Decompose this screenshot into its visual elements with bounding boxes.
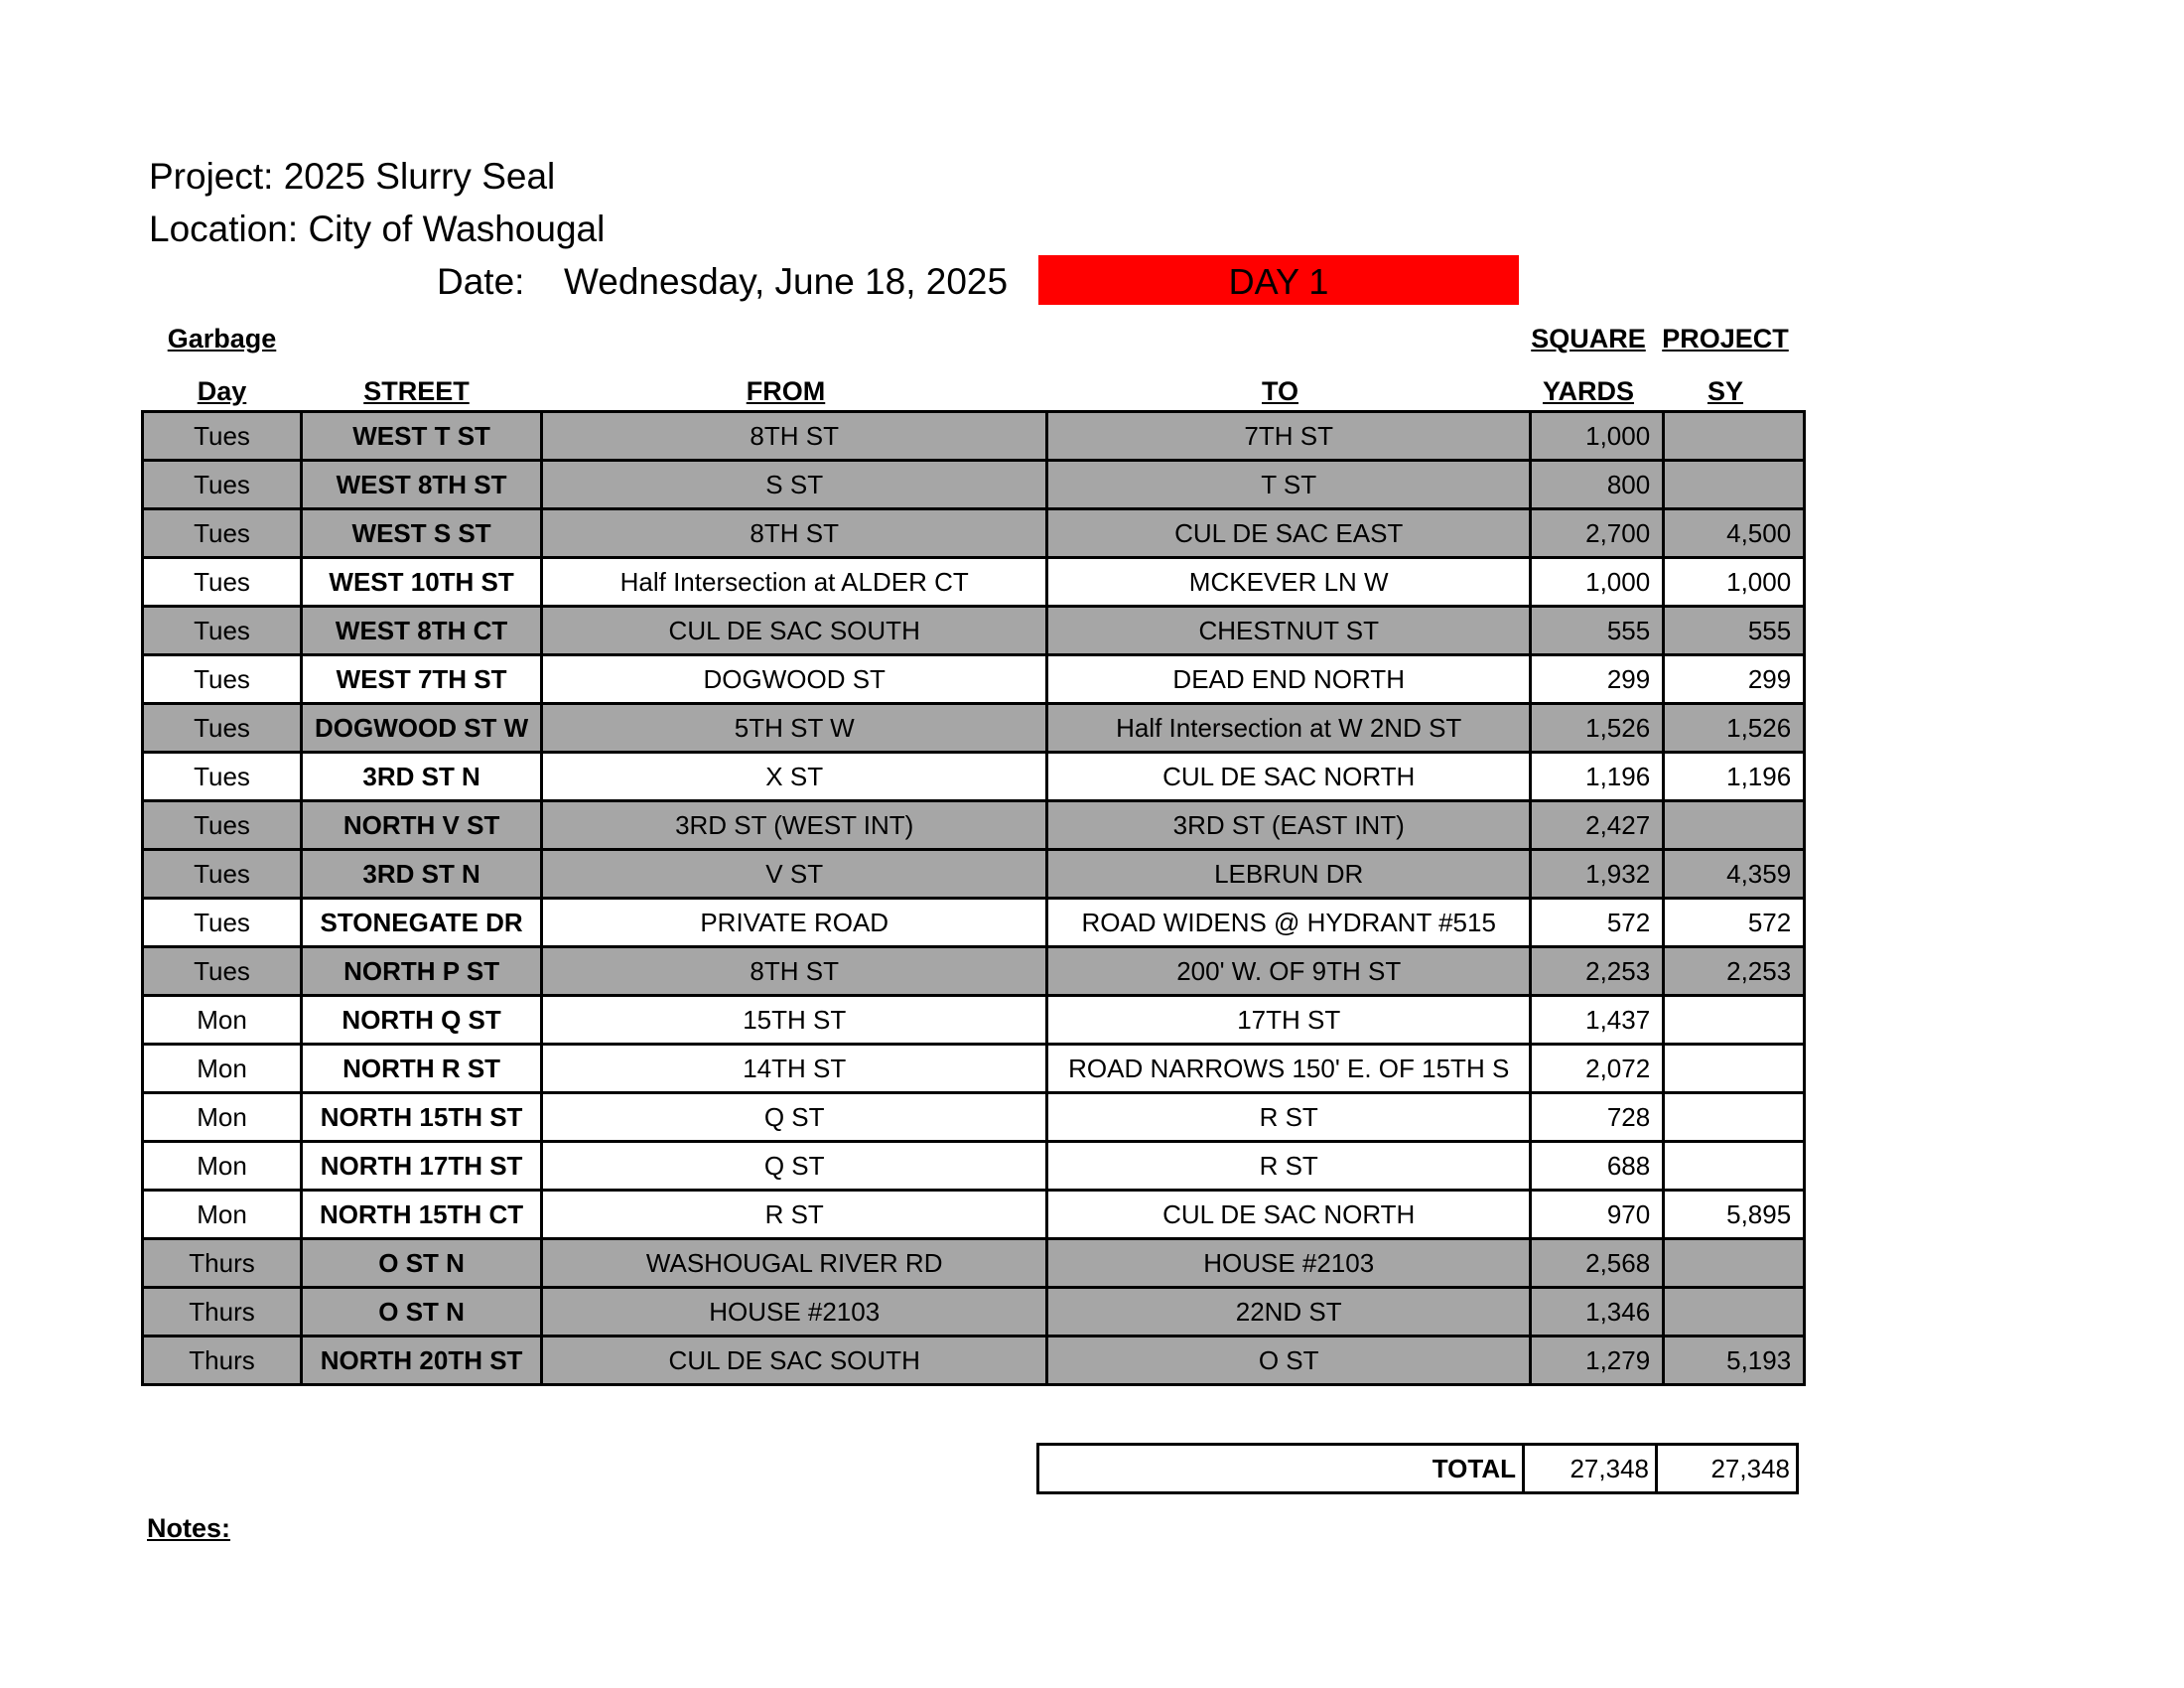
day-cell: Thurs	[143, 1239, 302, 1288]
col-header-garbage: Garbage	[167, 324, 277, 353]
table-row	[143, 1045, 1805, 1093]
project-sy-cell: 2,253	[1664, 947, 1805, 996]
square-yards-cell: 2,072	[1531, 1045, 1664, 1093]
location-label: Location: City of Washougal	[149, 209, 606, 249]
to-cell: CUL DE SAC NORTH	[1047, 753, 1531, 801]
total-label: TOTAL	[1038, 1445, 1524, 1493]
square-yards-cell: 1,279	[1531, 1336, 1664, 1385]
table-row	[143, 558, 1805, 607]
square-yards-cell: 2,253	[1531, 947, 1664, 996]
to-cell: T ST	[1047, 461, 1531, 509]
to-cell: R ST	[1047, 1142, 1531, 1191]
street-cell: NORTH Q ST	[302, 996, 542, 1045]
table-row	[143, 1093, 1805, 1142]
table-row	[143, 655, 1805, 704]
to-cell: ROAD WIDENS @ HYDRANT #515	[1047, 899, 1531, 947]
to-cell: 7TH ST	[1047, 412, 1531, 461]
street-cell: WEST 8TH ST	[302, 461, 542, 509]
col-header-to: TO	[1261, 376, 1298, 406]
from-cell: 5TH ST W	[542, 704, 1047, 753]
project-sy-cell	[1664, 801, 1805, 850]
street-cell: NORTH 15TH CT	[302, 1191, 542, 1239]
street-cell: DOGWOOD ST W	[302, 704, 542, 753]
date-value: Wednesday, June 18, 2025	[564, 261, 1009, 302]
table-row	[143, 607, 1805, 655]
col-header-day: Day	[197, 376, 247, 406]
day-cell: Tues	[143, 947, 302, 996]
col-header-yards: YARDS	[1542, 376, 1635, 406]
to-cell: 17TH ST	[1047, 996, 1531, 1045]
street-cell: 3RD ST N	[302, 850, 542, 899]
from-cell: 8TH ST	[542, 947, 1047, 996]
from-cell: Half Intersection at ALDER CT	[542, 558, 1047, 607]
square-yards-cell: 2,700	[1531, 509, 1664, 558]
day-cell: Thurs	[143, 1336, 302, 1385]
table-row	[143, 850, 1805, 899]
day-cell: Tues	[143, 753, 302, 801]
to-cell: DEAD END NORTH	[1047, 655, 1531, 704]
day-cell: Mon	[143, 996, 302, 1045]
notes-label: Notes:	[147, 1513, 231, 1543]
street-cell: NORTH 15TH ST	[302, 1093, 542, 1142]
day-cell: Tues	[143, 850, 302, 899]
from-cell: CUL DE SAC SOUTH	[542, 1336, 1047, 1385]
col-header-sy: SY	[1706, 376, 1744, 406]
project-sy-cell	[1664, 1239, 1805, 1288]
street-cell: WEST 10TH ST	[302, 558, 542, 607]
project-sy-cell	[1664, 412, 1805, 461]
to-cell: 22ND ST	[1047, 1288, 1531, 1336]
to-cell: CUL DE SAC EAST	[1047, 509, 1531, 558]
day-cell: Mon	[143, 1142, 302, 1191]
street-cell: NORTH 20TH ST	[302, 1336, 542, 1385]
table-row	[143, 947, 1805, 996]
from-cell: X ST	[542, 753, 1047, 801]
schedule-table	[141, 410, 1806, 1386]
total-yards: 27,348	[1524, 1445, 1657, 1493]
project-sy-cell: 4,359	[1664, 850, 1805, 899]
street-cell: NORTH P ST	[302, 947, 542, 996]
to-cell: Half Intersection at W 2ND ST	[1047, 704, 1531, 753]
to-cell: R ST	[1047, 1093, 1531, 1142]
table-row	[143, 461, 1805, 509]
table-row	[143, 1142, 1805, 1191]
day-cell: Tues	[143, 655, 302, 704]
street-cell: STONEGATE DR	[302, 899, 542, 947]
project-sy-cell	[1664, 1093, 1805, 1142]
table-row	[143, 509, 1805, 558]
to-cell: MCKEVER LN W	[1047, 558, 1531, 607]
project-sy-cell: 572	[1664, 899, 1805, 947]
square-yards-cell: 2,427	[1531, 801, 1664, 850]
from-cell: 8TH ST	[542, 509, 1047, 558]
day-cell: Tues	[143, 899, 302, 947]
project-sy-cell: 1,196	[1664, 753, 1805, 801]
day-cell: Tues	[143, 412, 302, 461]
street-cell: WEST 8TH CT	[302, 607, 542, 655]
square-yards-cell: 1,000	[1531, 412, 1664, 461]
day-cell: Tues	[143, 461, 302, 509]
to-cell: CUL DE SAC NORTH	[1047, 1191, 1531, 1239]
square-yards-cell: 800	[1531, 461, 1664, 509]
day-cell: Tues	[143, 801, 302, 850]
day-cell: Mon	[143, 1045, 302, 1093]
square-yards-cell: 572	[1531, 899, 1664, 947]
square-yards-cell: 2,568	[1531, 1239, 1664, 1288]
col-header-from: FROM	[746, 376, 826, 406]
street-cell: NORTH R ST	[302, 1045, 542, 1093]
table-row	[143, 899, 1805, 947]
square-yards-cell: 728	[1531, 1093, 1664, 1142]
to-cell: 3RD ST (EAST INT)	[1047, 801, 1531, 850]
project-sy-cell	[1664, 1288, 1805, 1336]
project-sy-cell	[1664, 996, 1805, 1045]
street-cell: WEST T ST	[302, 412, 542, 461]
street-cell: WEST S ST	[302, 509, 542, 558]
from-cell: Q ST	[542, 1093, 1047, 1142]
from-cell: 3RD ST (WEST INT)	[542, 801, 1047, 850]
project-sy-cell: 5,895	[1664, 1191, 1805, 1239]
table-row	[143, 1191, 1805, 1239]
square-yards-cell: 1,000	[1531, 558, 1664, 607]
table-row	[143, 996, 1805, 1045]
day-cell: Mon	[143, 1093, 302, 1142]
date-label: Date:	[437, 261, 525, 302]
project-sy-cell: 5,193	[1664, 1336, 1805, 1385]
square-yards-cell: 1,437	[1531, 996, 1664, 1045]
col-header-project: PROJECT	[1662, 324, 1789, 353]
street-cell: NORTH V ST	[302, 801, 542, 850]
table-row	[143, 1336, 1805, 1385]
table-row	[143, 1239, 1805, 1288]
day-cell: Tues	[143, 607, 302, 655]
from-cell: V ST	[542, 850, 1047, 899]
street-cell: NORTH 17TH ST	[302, 1142, 542, 1191]
from-cell: PRIVATE ROAD	[542, 899, 1047, 947]
table-row	[143, 412, 1805, 461]
day-cell: Thurs	[143, 1288, 302, 1336]
street-cell: O ST N	[302, 1239, 542, 1288]
day-cell: Tues	[143, 558, 302, 607]
square-yards-cell: 688	[1531, 1142, 1664, 1191]
to-cell: HOUSE #2103	[1047, 1239, 1531, 1288]
to-cell: ROAD NARROWS 150' E. OF 15TH S	[1047, 1045, 1531, 1093]
square-yards-cell: 299	[1531, 655, 1664, 704]
square-yards-cell: 555	[1531, 607, 1664, 655]
to-cell: CHESTNUT ST	[1047, 607, 1531, 655]
table-row	[143, 704, 1805, 753]
street-cell: 3RD ST N	[302, 753, 542, 801]
from-cell: R ST	[542, 1191, 1047, 1239]
square-yards-cell: 1,346	[1531, 1288, 1664, 1336]
day-cell: Mon	[143, 1191, 302, 1239]
from-cell: S ST	[542, 461, 1047, 509]
project-sy-cell: 4,500	[1664, 509, 1805, 558]
square-yards-cell: 1,196	[1531, 753, 1664, 801]
project-sy-cell	[1664, 461, 1805, 509]
street-cell: WEST 7TH ST	[302, 655, 542, 704]
square-yards-cell: 1,932	[1531, 850, 1664, 899]
project-sy-cell: 1,526	[1664, 704, 1805, 753]
from-cell: CUL DE SAC SOUTH	[542, 607, 1047, 655]
from-cell: 14TH ST	[542, 1045, 1047, 1093]
day-cell: Tues	[143, 509, 302, 558]
to-cell: O ST	[1047, 1336, 1531, 1385]
day-badge: DAY 1	[1038, 255, 1519, 305]
project-sy-cell	[1664, 1045, 1805, 1093]
col-header-street: STREET	[363, 376, 470, 406]
project-sy-cell: 555	[1664, 607, 1805, 655]
from-cell: DOGWOOD ST	[542, 655, 1047, 704]
total-project-sy: 27,348	[1657, 1445, 1798, 1493]
project-sy-cell: 299	[1664, 655, 1805, 704]
project-title: Project: 2025 Slurry Seal	[149, 156, 556, 197]
from-cell: WASHOUGAL RIVER RD	[542, 1239, 1047, 1288]
square-yards-cell: 970	[1531, 1191, 1664, 1239]
total-row	[1036, 1443, 1799, 1494]
project-sy-cell: 1,000	[1664, 558, 1805, 607]
from-cell: Q ST	[542, 1142, 1047, 1191]
day-cell: Tues	[143, 704, 302, 753]
project-sy-cell	[1664, 1142, 1805, 1191]
to-cell: LEBRUN DR	[1047, 850, 1531, 899]
to-cell: 200' W. OF 9TH ST	[1047, 947, 1531, 996]
from-cell: 15TH ST	[542, 996, 1047, 1045]
table-row	[143, 801, 1805, 850]
from-cell: 8TH ST	[542, 412, 1047, 461]
street-cell: O ST N	[302, 1288, 542, 1336]
table-row	[143, 1288, 1805, 1336]
table-row	[143, 753, 1805, 801]
col-header-square: SQUARE	[1531, 324, 1646, 353]
from-cell: HOUSE #2103	[542, 1288, 1047, 1336]
square-yards-cell: 1,526	[1531, 704, 1664, 753]
